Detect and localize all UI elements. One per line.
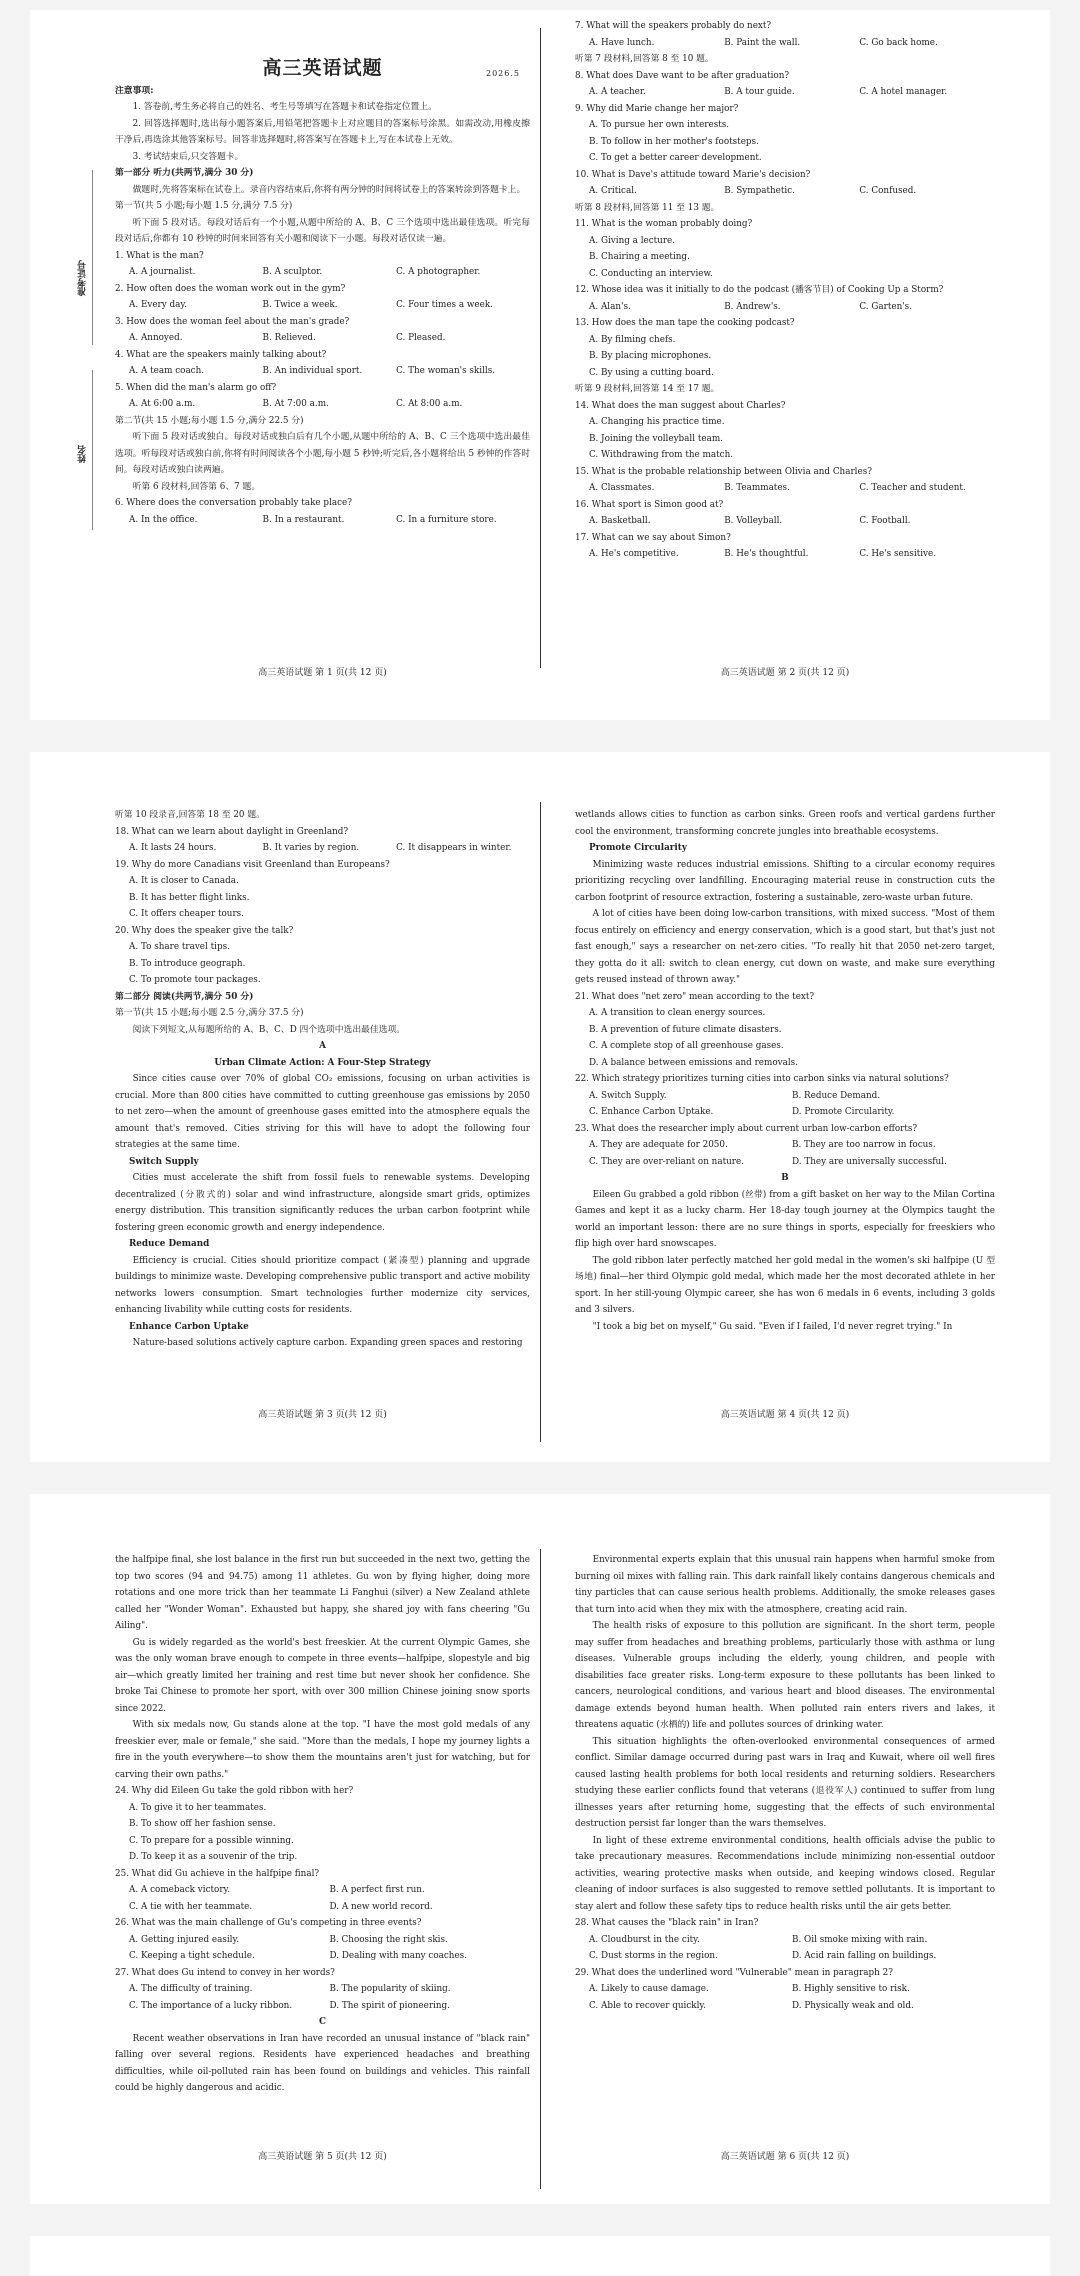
answer-option: B. The popularity of skiing. (329, 1984, 451, 1994)
text-line: 20. Why does the speaker give the talk? (115, 925, 294, 936)
option-row (115, 1948, 530, 1965)
option-row (115, 1882, 530, 1899)
text-line: Gu is widely regarded as the world's best freeskier. At the current Olympic Games, she was the only woman brave enough to compete in three events—halfpipe, slopestyle and big air—which greatly limited her training and rest time but never shook her confidence. She broke Tai Chinese to promote her sport, with over 300 million Chinese joining snow sports since 2022. (115, 1637, 530, 1714)
text-line: B (781, 1173, 789, 1183)
text-line: Reduce Demand (129, 1239, 210, 1249)
answer-option: B. Highly sensitive to risk. (792, 1984, 910, 1994)
text-line: C. To prepare for a possible winning. (129, 1835, 294, 1846)
answer-option: D. The spirit of pioneering. (329, 2000, 450, 2011)
answer-option: C. Confused. (859, 186, 917, 196)
answer-option: A. Switch Supply. (589, 1090, 667, 1101)
text-line: Promote Circularity (589, 843, 687, 853)
text-line: 27. What does Gu intend to convey in her words? (115, 1967, 335, 1978)
exam-number-label: 准考证号 (78, 260, 88, 296)
text-line: "I took a big bet on myself," Gu said. "Even if I failed, I'd never regret trying." In (592, 1321, 953, 1332)
text-line: 5. When did the man's alarm go off? (115, 382, 277, 393)
answer-option: B. Teammates. (724, 483, 790, 493)
answer-option: A. In the office. (129, 514, 198, 525)
answer-option: C. Dust storms in the region. (589, 1951, 718, 1961)
option-row (115, 1932, 530, 1949)
option-row (575, 1104, 995, 1121)
text-line: 17. What can we say about Simon? (575, 532, 731, 543)
answer-option: C. In a furniture store. (396, 514, 497, 525)
text-line: A. A transition to clean energy sources. (589, 1008, 766, 1018)
answer-option: C. Teacher and student. (859, 483, 966, 493)
option-row (115, 396, 530, 413)
text-line: A. To give it to her teammates. (129, 1802, 267, 1813)
text-line: B. Chairing a meeting. (589, 252, 690, 262)
answer-option: B. Twice a week. (262, 300, 338, 310)
answer-option: A. Every day. (129, 300, 187, 310)
text-line: Since cities cause over 70% of global CO₂ emissions, focusing on urban activities is crucial. More than 800 cities have committed to cutting greenhouse gas emissions by 2050 to net zero—when the amount of greenhouse gases emitted into the atmosphere equals the amount that's removed. Cities striving for this will have to adopt the following four strategies at the same time. (115, 1074, 530, 1150)
exam-sheet-1 (30, 10, 1050, 720)
option-row (575, 513, 995, 530)
answer-option: C. Four times a week. (396, 300, 493, 310)
page-footer: 高三英语试题 第 3 页(共 12 页) (258, 1410, 387, 1420)
option-row (115, 1981, 530, 1998)
text-line: 28. What causes the "black rain" in Iran? (575, 1918, 759, 1928)
answer-option: D. Physically weak and old. (792, 2000, 914, 2011)
option-row (115, 297, 530, 314)
page-2-right-column (575, 18, 995, 563)
text-line: A. To share travel tips. (129, 942, 230, 952)
answer-option: C. A hotel manager. (859, 87, 948, 97)
option-row (575, 299, 995, 316)
answer-option: C. Football. (859, 516, 911, 526)
text-line: C (318, 2017, 326, 2027)
option-row (115, 840, 530, 857)
page-footer: 高三英语试题 第 2 页(共 12 页) (720, 668, 850, 678)
text-line: B. By placing microphones. (589, 351, 712, 361)
text-line: The health risks of exposure to this pollution are significant. In the short term, people may suffer from headaches and breathing problems, particularly those with asthma or lung diseases. Vulnerable groups including the elderly, young children, and people with disabilities face greater risks. Long-term exposure to these pollutants has been linked to cancers, neurological conditions, and various heart and blood diseases. The environmental damage extends beyond human health. When polluted rain enters rivers and lakes, it threatens aquatic (水栖的) life and pollutes sources of drinking water. (575, 1621, 995, 1730)
text-line: B. To follow in her mother's footsteps. (589, 136, 759, 147)
dashed-line (92, 370, 93, 530)
text-line: 25. What did Gu achieve in the halfpipe final? (115, 1868, 320, 1879)
text-line: B. To introduce geograph. (129, 958, 246, 969)
text-line: 听第 6 段材料,回答第 6、7 题。 (132, 481, 261, 492)
text-line: C. To get a better career development. (589, 153, 762, 163)
text-line: 1. What is the man? (115, 250, 204, 261)
page-footer: 高三英语试题 第 1 页(共 12 页) (258, 668, 387, 678)
option-row (575, 1932, 995, 1949)
text-line: The gold ribbon later perfectly matched her gold medal in the women's ski halfpipe (U 型场地) final—her third Olympic gold medal, which made her the most decorated athlete in her sport. In her still-young Olympic career, she has won 6 medals in 6 events, including 3 golds and 3 silvers. (575, 1255, 995, 1315)
text-line: 1. 答卷前,考生务必将自己的姓名、考生号等填写在答题卡和试卷指定位置上。 (132, 102, 437, 112)
answer-option: A. At 6:00 a.m. (129, 399, 196, 409)
text-line: 2. How often does the woman work out in the gym? (115, 283, 346, 294)
text-line: B. It has better flight links. (129, 892, 250, 903)
text-line: 4. What are the speakers mainly talking about? (115, 349, 327, 360)
text-line: 29. What does the underlined word "Vulnerable" mean in paragraph 2? (575, 1967, 893, 1978)
text-line: D. To keep it as a souvenir of the trip. (129, 1852, 298, 1862)
answer-option: B. A perfect first run. (329, 1885, 425, 1895)
answer-option: A. Likely to cause damage. (589, 1984, 709, 1994)
answer-option: B. Oil smoke mixing with rain. (792, 1934, 928, 1945)
text-line: 14. What does the man suggest about Charles? (575, 400, 786, 411)
text-line: 听第 7 段材料,回答第 8 至 10 题。 (575, 54, 714, 64)
text-line: 26. What was the main challenge of Gu's competing in three events? (115, 1918, 422, 1928)
text-line: 6. Where does the conversation probably take place? (115, 498, 352, 508)
answer-option: A. Getting injured easily. (129, 1934, 240, 1945)
answer-option: A. Annoyed. (129, 333, 183, 343)
option-row (575, 35, 995, 52)
text-line: 11. What is the woman probably doing? (575, 219, 753, 229)
answer-option: A. A teacher. (589, 87, 646, 97)
answer-option: B. In a restaurant. (262, 514, 345, 525)
answer-option: D. They are universally successful. (792, 1156, 947, 1167)
text-line: 3. How does the woman feel about the man's grade? (115, 316, 350, 327)
exam-date: 2026.5 (486, 69, 520, 78)
text-line: With six medals now, Gu stands alone at the top. "I have the most gold medals of any freeskier ever, male or female," she said. "More than the medals, I hope my journey lights a fire in the youth everywhere—to show them the mountains aren't just for watching, but for carving their own paths." (115, 1720, 530, 1780)
text-line: 13. How does the man tape the cooking podcast? (575, 318, 795, 328)
option-row (575, 1154, 995, 1171)
option-row (115, 363, 530, 380)
text-line: the halfpipe final, she lost balance in the first run but succeeded in the next two, getting the top two scores (94 and 94.75) among 11 athletes. Gu won by flying higher, doing more rotations and one more trick than her teammate Li Fanghui (silver) a New Zealand athlete called her "Wonder Woman". Exhausted but happy, she shared joy with fans cheering "Gu Ailing". (115, 1555, 530, 1631)
text-line: 2. 回答选择题时,选出每小题答案后,用铅笔把答题卡上对应题目的答案标号涂黑。如需改动,用橡皮擦干净后,再选涂其他答案标号。回答非选择题时,将答案写在答题卡上,写在本试卷上无效。 (115, 118, 530, 145)
text-line: 15. What is the probable relationship between Olivia and Charles? (575, 466, 872, 477)
candidate-info-strip (30, 170, 88, 530)
answer-option: D. Acid rain falling on buildings. (792, 1951, 937, 1961)
text-line: A. Giving a lecture. (589, 235, 676, 246)
answer-option: C. It disappears in winter. (396, 843, 512, 853)
answer-option: A. A team coach. (129, 366, 205, 376)
option-row (575, 84, 995, 101)
page-1-left-column (115, 10, 530, 528)
answer-option: B. They are too narrow in focus. (792, 1140, 936, 1150)
answer-option: C. At 8:00 a.m. (396, 399, 463, 409)
answer-option: D. A new world record. (329, 1901, 433, 1912)
text-line: 19. Why do more Canadians visit Greenland than Europeans? (115, 859, 390, 870)
text-line: This situation highlights the often-overlooked environmental consequences of armed conflict. Similar damage occurred during past wars in Iraq and Kuwait, where oil well fires caused lasting health problems for both local residents and returning soldiers. Researchers studying these earlier conflicts found that veterans (退役军人) continued to suffer from lung illnesses years after returning home, suggesting that the effects of such environmental destruction persist far longer than the wars themselves. (575, 1736, 995, 1829)
name-label: 姓名 (78, 445, 88, 463)
text-line: 听下面 5 段对话或独白。每段对话或独白后有几个小题,从题中所给的 A、B、C 三个选项中选出最佳选项。听每段对话或独白前,你将有时间阅读各个小题,每小题 5 秒钟;听完后,各小题将给出 5 秒钟的作答时间。每段对话或独白读两遍。 (115, 432, 530, 475)
text-line: 22. Which strategy prioritizes turning cities into carbon sinks via natural solutions? (575, 1074, 949, 1084)
answer-option: B. A tour guide. (724, 87, 795, 97)
option-row (115, 512, 530, 529)
exam-sheet-3 (30, 1494, 1050, 2204)
option-row (575, 546, 995, 563)
text-line: Minimizing waste reduces industrial emissions. Shifting to a circular economy requires prioritizing recycling over landfilling. Encouraging material reuse in construction cuts the carbon footprint of resource extraction, fostering a sustainable, zero-waste urban future. (575, 859, 995, 903)
text-line: C. To promote tour packages. (129, 975, 261, 985)
answer-option: C. Pleased. (396, 333, 446, 343)
text-line: B. Joining the volleyball team. (589, 433, 723, 444)
page-6-right-column (575, 1552, 995, 2014)
answer-option: B. It varies by region. (262, 843, 360, 853)
text-line: A. Changing his practice time. (589, 417, 725, 427)
text-line: Urban Climate Action: A Four-Step Strategy (214, 1057, 431, 1068)
text-line: 16. What sport is Simon good at? (575, 499, 724, 510)
answer-option: A. Classmates. (589, 483, 655, 493)
text-line: 10. What is Dave's attitude toward Marie's decision? (575, 169, 811, 180)
text-line: 3. 考试结束后,只交答题卡。 (132, 151, 244, 162)
text-line: 21. What does "net zero" mean according to the text? (575, 991, 815, 1002)
answer-option: B. Paint the wall. (724, 37, 801, 48)
text-line: C. By using a cutting board. (589, 367, 714, 378)
text-line: 阅读下列短文,从每题所给的 A、B、C、D 四个选项中选出最佳选项。 (132, 1024, 406, 1035)
answer-option: B. Sympathetic. (724, 186, 795, 196)
text-line: A (319, 1041, 326, 1051)
text-line: 24. Why did Eileen Gu take the gold ribbon with her? (115, 1786, 354, 1796)
answer-option: C. The importance of a lucky ribbon. (129, 2000, 293, 2011)
text-line: A. By filming chefs. (589, 334, 676, 345)
text-line: Enhance Carbon Uptake (129, 1321, 249, 1332)
text-line: 7. What will the speakers probably do next? (575, 21, 772, 31)
text-line: 12. Whose idea was it initially to do the podcast (播客节目) of Cooking Up a Storm? (575, 285, 944, 295)
text-line: 注意事项: (115, 85, 154, 96)
page-footer: 高三英语试题 第 6 页(共 12 页) (720, 2152, 850, 2162)
option-row (575, 1948, 995, 1965)
text-line: Recent weather observations in Iran have recorded an unusual instance of "black rain" falling over several regions. Residents have experienced headaches and breathing difficulties, while oil-polluted rain has been found on buildings and vehicles. This rainfall could be highly dangerous and acidic. (115, 2033, 530, 2093)
text-line: A. It is closer to Canada. (129, 876, 239, 886)
text-line: 第二节(共 15 小题;每小题 1.5 分,满分 22.5 分) (115, 415, 304, 426)
option-row (575, 480, 995, 497)
column-divider (540, 802, 541, 1442)
answer-option: A. They are adequate for 2050. (589, 1140, 728, 1150)
answer-option: A. Have lunch. (589, 37, 655, 48)
column-divider (540, 1549, 541, 2189)
answer-option: A. Basketball. (589, 516, 651, 526)
answer-option: A. A journalist. (129, 267, 196, 277)
text-line: C. It offers cheaper tours. (129, 909, 244, 919)
answer-option: C. Keeping a tight schedule. (129, 1951, 255, 1961)
answer-option: B. An individual sport. (262, 366, 363, 376)
answer-option: A. He's competitive. (589, 549, 679, 559)
text-line: Switch Supply (129, 1156, 199, 1167)
page-3-left-column (115, 807, 530, 1352)
exam-sheet-2 (30, 752, 1050, 1462)
answer-option: A. The difficulty of training. (129, 1984, 253, 1994)
text-line: A. To pursue her own interests. (589, 120, 730, 130)
answer-option: C. The woman's skills. (396, 366, 496, 376)
option-row (115, 1899, 530, 1916)
text-line: 18. What can we learn about daylight in Greenland? (115, 826, 349, 837)
option-row (575, 1137, 995, 1154)
answer-option: A. Alan's. (589, 301, 631, 312)
text-line: 23. What does the researcher imply about current urban low-carbon efforts? (575, 1123, 918, 1134)
answer-option: D. Promote Circularity. (792, 1107, 895, 1117)
answer-option: B. He's thoughtful. (724, 549, 809, 559)
page-5-left-column (115, 1552, 530, 2097)
option-row (115, 264, 530, 281)
page-footer: 高三英语试题 第 5 页(共 12 页) (258, 2152, 387, 2162)
answer-option: B. A sculptor. (262, 267, 323, 277)
answer-option: B. Choosing the right skis. (329, 1934, 448, 1945)
option-row (575, 1998, 995, 2015)
text-line: 做题时,先将答案标在试卷上。录音内容结束后,你将有两分钟的时间将试卷上的答案转涂到答题卡上。 (132, 184, 526, 195)
text-line: 听第 8 段材料,回答第 11 至 13 题。 (575, 202, 720, 213)
answer-option: C. A photographer. (396, 267, 481, 277)
exam-sheet-4 (30, 2236, 1050, 2276)
answer-option: B. Relieved. (262, 333, 316, 343)
answer-option: A. Critical. (589, 186, 637, 196)
option-row (115, 1998, 530, 2015)
answer-option: A. Cloudburst in the city. (589, 1934, 700, 1945)
option-row (575, 1981, 995, 1998)
answer-option: B. Andrew's. (724, 301, 781, 312)
text-line: In light of these extreme environmental conditions, health officials advise the public to take precautionary measures. Recommendations include minimizing non-essential outdoor activities, wearing protective masks when outside, and keeping windows closed. Regular cleaning of indoor surfaces is also suggested to remove settled pollutants. It is important to stay alert and follow these safety tips to reduce health risks until the air gets better. (575, 1835, 995, 1912)
column-divider (540, 28, 541, 668)
option-row (115, 330, 530, 347)
answer-option: C. Able to recover quickly. (589, 2000, 707, 2011)
page-4-right-column (575, 807, 995, 1335)
text-line: 9. Why did Marie change her major? (575, 103, 739, 114)
answer-option: C. Garten's. (859, 301, 912, 312)
text-line: D. A balance between emissions and removals. (589, 1057, 798, 1068)
text-line: 听第 9 段材料,回答第 14 至 17 题。 (575, 384, 720, 394)
text-line: Environmental experts explain that this unusual rain happens when harmful smoke from burning oil mixes with falling rain. This dark rainfall likely contains dangerous chemicals and tiny particles that can cause serious health problems. Additionally, the smoke releases gases that turn into acid when they mix with the atmosphere, creating acid rain. (575, 1555, 995, 1615)
text-line: B. A prevention of future climate disasters. (589, 1024, 782, 1035)
text-line: C. Conducting an interview. (589, 268, 713, 279)
answer-option: B. At 7:00 a.m. (262, 399, 329, 409)
text-line: C. A complete stop of all greenhouse gases. (589, 1041, 784, 1051)
option-row (575, 183, 995, 200)
answer-option: C. A tie with her teammate. (129, 1901, 253, 1912)
answer-option: A. A comeback victory. (129, 1885, 231, 1895)
text-line: 8. What does Dave want to be after graduation? (575, 70, 790, 81)
text-line: 第二部分 阅读(共两节,满分 50 分) (115, 991, 254, 1002)
answer-option: C. Enhance Carbon Uptake. (589, 1107, 714, 1117)
text-line: 第一节(共 5 小题;每小题 1.5 分,满分 7.5 分) (115, 201, 293, 211)
text-line: C. Withdrawing from the match. (589, 450, 734, 460)
text-line: Cities must accelerate the shift from fossil fuels to renewable systems. Developing decentralized (分散式的) solar and wind infrastructure, alongside smart grids, optimizes energy distribution. This transition significantly reduces the urban carbon footprint while fostering green economic growth and energy independence. (115, 1173, 530, 1233)
exam-title: 高三英语试题 2026.5 (115, 60, 530, 77)
text-line: wetlands allows cities to function as carbon sinks. Green roofs and vertical gardens further cool the environment, transforming concrete jungles into breathable ecosystems. (575, 810, 995, 837)
answer-option: C. They are over-reliant on nature. (589, 1156, 744, 1167)
text-line: A lot of cities have been doing low-carbon transitions, with mixed success. "Most of them focus entirely on efficiency and energy conservation, which is a good start, but that's just not fast enough," says a researcher on net-zero cities. "To really hit that 2050 net-zero target, they gotta do it all: switch to clean energy, cut down on waste, and make sure everything gets reused instead of thrown away." (575, 909, 995, 985)
text-line: 听第 10 段录音,回答第 18 至 20 题。 (115, 810, 265, 820)
page-footer: 高三英语试题 第 4 页(共 12 页) (720, 1410, 850, 1420)
answer-option: C. Go back home. (859, 37, 938, 48)
text-line: 听下面 5 段对话。每段对话后有一个小题,从题中所给的 A、B、C 三个选项中选出最佳选项。听完每段对话后,你都有 10 秒钟的时间来回答有关小题和阅读下一小题。每段对话仅读一遍。 (115, 217, 530, 244)
text-line: 第一部分 听力(共两节,满分 30 分) (115, 168, 254, 178)
dashed-line (92, 170, 93, 345)
text-line: Eileen Gu grabbed a gold ribbon (丝带) from a gift basket on her way to the Milan Cortina Games and kept it as a lucky charm. Her 18-day tough journey at the Olympics taught the world an important lesson: there are no sure things in sports, especially for freeskiers who flip high over hard snowscapes. (575, 1189, 995, 1249)
answer-option: C. He's sensitive. (859, 549, 937, 559)
answer-option: D. Dealing with many coaches. (329, 1951, 467, 1961)
answer-option: B. Volleyball. (724, 516, 783, 526)
text-line: Nature-based solutions actively capture carbon. Expanding green spaces and restoring (132, 1338, 523, 1348)
text-line: Efficiency is crucial. Cities should prioritize compact (紧凑型) planning and upgrade buildings to minimize waste. Developing comprehensive public transport and active mobility networks lowers consumption. Smart technologies further modernize city services, enhancing livability while cutting costs for residents. (115, 1255, 530, 1315)
answer-option: B. Reduce Demand. (792, 1090, 881, 1101)
text-line: B. To show off her fashion sense. (129, 1819, 276, 1829)
answer-option: A. It lasts 24 hours. (129, 843, 217, 853)
option-row (575, 1088, 995, 1105)
text-line: 第一节(共 15 小题;每小题 2.5 分,满分 37.5 分) (115, 1008, 304, 1018)
